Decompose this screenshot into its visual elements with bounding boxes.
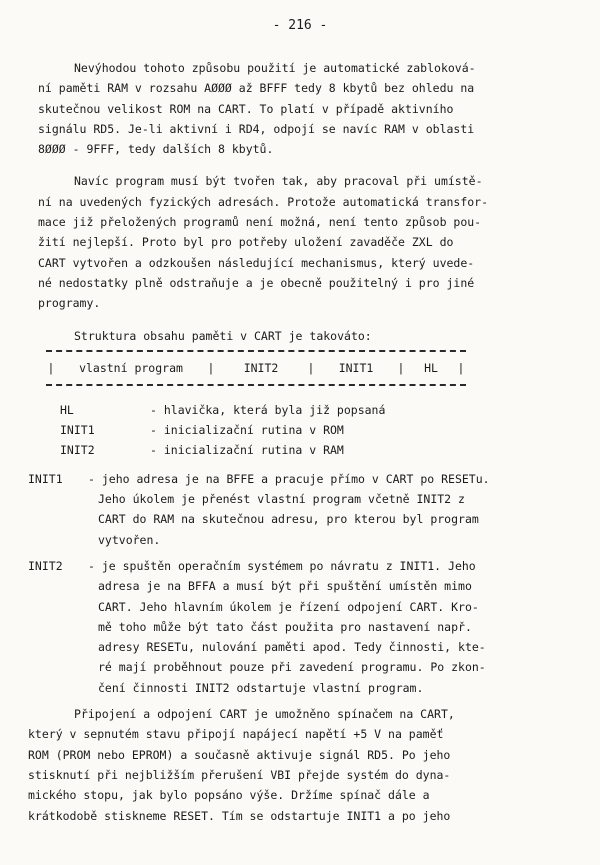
column-separator: | (307, 360, 315, 375)
text-line: ní paměti RAM v rozsahu AØØØ až BFFF tedy 8 kbytů bez ohledu na (38, 81, 475, 96)
paragraph-1 (28, 58, 568, 159)
legend-list (28, 400, 568, 461)
text-line: adresa je na BFFA a musí být při spuštění umístěn mimo (98, 579, 472, 594)
text-line: Nevýhodou tohoto způsobu použití je automatické zabloková- (74, 61, 476, 75)
text-line: žití nejlepší. Proto byl pro potřeby uložení zavaděče ZXL do (38, 235, 454, 250)
structure-cell-init2: INIT2 (243, 360, 279, 375)
structure-cell-program: vlastní program (79, 360, 183, 375)
table-intro: Struktura obsahu paměti v CART je takováto: (74, 328, 372, 343)
text-line: programy. (38, 296, 101, 311)
column-separator: | (207, 360, 215, 375)
text-line: - jeho adresa je na BFFE a pracuje přímo v CART po RESETu. (88, 471, 490, 486)
memory-structure-diagram (46, 350, 466, 386)
text-line: skutečnou velikost ROM na CART. To platí v případě aktivního (38, 101, 454, 116)
text-line: ROM (PROM nebo EPROM) a současně aktivuje signál RD5. Po jeho (28, 747, 451, 762)
column-separator: | (47, 360, 55, 375)
text-line: krátkodobě stiskneme RESET. Tím se odstartuje INIT1 a po jeho (28, 808, 451, 823)
text-line: mě toho může být tato část použita pro nastavení např. (98, 619, 472, 634)
text-line: stisknutí při nejbližším přerušení VBI přejde systém do dyna- (28, 767, 451, 782)
structure-cell-hl: HL (424, 360, 438, 375)
legend-desc: - inicializační rutina v RAM (150, 443, 344, 458)
text-line: vytvořen. (98, 532, 161, 547)
structure-cell-init1: INIT1 (338, 360, 374, 375)
definition-term: INIT1 (28, 471, 63, 486)
structure-row (46, 356, 466, 380)
text-line: Připojení a odpojení CART je umožněno spínačem na CART, (74, 707, 455, 722)
paragraph-2 (28, 171, 568, 313)
definition-term: INIT2 (28, 558, 63, 573)
text-line: CART vytvořen a odzkoušen následující mechanismus, který uvede- (38, 255, 475, 270)
text-line: který v sepnutém stavu připojí napájecí napětí +5 V na paměť (28, 727, 444, 742)
page-number: - 216 - (272, 18, 328, 33)
legend-desc: - hlavička, která byla již popsaná (150, 402, 386, 417)
dashed-divider-top (46, 350, 466, 352)
legend-desc: - inicializační rutina v ROM (150, 423, 344, 438)
definition-body (88, 556, 486, 698)
legend-item (28, 440, 568, 460)
column-separator: | (457, 360, 465, 375)
text-line: adresy RESETu, nulování paměti apod. Tedy činnosti, kte- (98, 640, 486, 655)
dashed-divider-bottom (46, 384, 466, 386)
definition-init1 (28, 469, 568, 550)
page-content (28, 58, 568, 838)
column-separator: | (397, 360, 405, 375)
definition-body (88, 469, 490, 550)
legend-abbr: HL (60, 402, 74, 417)
paragraph-final (28, 704, 568, 826)
text-line: 8ØØØ - 9FFF, tedy dalších 8 kbytů. (38, 142, 274, 157)
legend-item (28, 400, 568, 420)
text-line: mického stopu, jak bylo popsáno výše. Držíme spínač dále a (28, 788, 430, 803)
legend-abbr: INIT2 (60, 443, 95, 458)
text-line: né nedostatky plně odstraňuje a je obecně použitelný i pro jiné (38, 275, 475, 290)
text-line: CART do RAM na skutečnou adresu, pro kterou byl program (98, 512, 479, 527)
text-line: mace již přeložených programů není možná, není tento způsob pou- (38, 215, 482, 230)
definition-init2 (28, 556, 568, 698)
text-line: čení činnosti INIT2 odstartuje vlastní program. (98, 680, 424, 695)
legend-abbr: INIT1 (60, 423, 95, 438)
text-line: ré mají proběhnout pouze při zavedení programu. Po zkon- (98, 660, 486, 675)
legend-item (28, 420, 568, 440)
text-line: Jeho úkolem je přenést vlastní program včetně INIT2 z (98, 492, 465, 507)
text-line: signálu RD5. Je-li aktivní i RD4, odpojí se navíc RAM v oblasti (38, 121, 475, 136)
text-line: - je spuštěn operačním systémem po návratu z INIT1. Jeho (88, 558, 476, 573)
text-line: ní na uvedených fyzických adresách. Protože automatická transfor- (38, 194, 489, 209)
text-line: Navíc program musí být tvořen tak, aby pracoval při umístě- (74, 174, 483, 189)
text-line: CART. Jeho hlavním úkolem je řízení odpojení CART. Kro- (98, 599, 479, 614)
